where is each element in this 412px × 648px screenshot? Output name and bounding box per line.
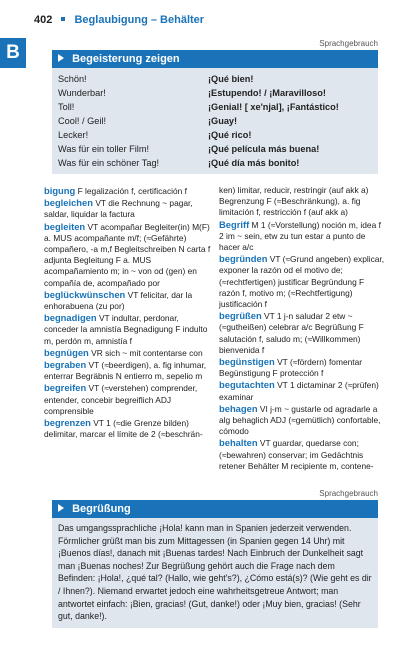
- entry-headword: behalten: [219, 437, 258, 449]
- phrase-spanish: ¡Genial! [ xe'njal], ¡Fantástico!: [208, 102, 339, 112]
- phrase-spanish: ¡Qué día más bonito!: [208, 158, 300, 168]
- entry-definition: VT 1 (≈die Grenze bilden) delimitar, marcar el límite de 2 (≈beschrän-: [44, 418, 203, 440]
- box-begruessung: [52, 500, 378, 628]
- entry-headword: begraben: [44, 359, 87, 371]
- dictionary-entry: [44, 347, 211, 359]
- phrase-row: [58, 142, 372, 156]
- dictionary-entry: [219, 185, 386, 219]
- entry-headword: begrenzen: [44, 417, 91, 429]
- headword-range: Beglaubigung – Behälter: [74, 14, 205, 26]
- entry-headword: begnügen: [44, 346, 89, 358]
- box1-label: Sprachgebrauch: [319, 39, 378, 48]
- entry-headword: behagen: [219, 402, 258, 414]
- entry-definition: ken) limitar, reducir, restringir (auf akk a) Begrenzung F (≈Beschränkung), a. fig limitación f, restricción f (auf akk a): [219, 185, 369, 218]
- entry-definition: VT indultar, perdonar, conceder la amnistía Begnadigung F indulto m, perdón m, amnistía f: [44, 313, 208, 346]
- phrase-german: Was für ein schöner Tag!: [58, 158, 160, 168]
- dictionary-entry: [44, 221, 211, 289]
- box1-title: Begeisterung zeigen: [72, 53, 180, 65]
- dictionary-entry: [44, 289, 211, 312]
- entry-definition: VT (≈Grund angeben) explicar, exponer la razón od el motivo de; (≈rechtfertigen) justificar Begründung F razón f, motivo m; (≈Rechtfertigung) justificación f: [219, 254, 385, 310]
- entry-definition: VT (≈verstehen) comprender, entender, concebir begreiflich ADJ comprensible: [44, 383, 198, 416]
- bullet-square-icon: [61, 17, 65, 21]
- entry-headword: beglückwünschen: [44, 288, 126, 300]
- entry-headword: begutachten: [219, 379, 275, 391]
- entry-headword: begleiten: [44, 220, 86, 232]
- box2-title: Begrüßung: [72, 503, 131, 515]
- dictionary-entry: [219, 310, 386, 356]
- dictionary-entry: [44, 197, 211, 220]
- dictionary-entry: [44, 417, 211, 440]
- phrase-german: Toll!: [58, 102, 75, 112]
- phrase-german: Schön!: [58, 74, 87, 84]
- dictionary-entry: [44, 312, 211, 347]
- page-number: 402: [34, 14, 53, 26]
- box2-label: Sprachgebrauch: [319, 489, 378, 498]
- entry-definition: VT felicitar, dar la enhorabuena (zu por): [44, 289, 193, 312]
- entry-definition: M 1 (≈Vorstellung) noción m, idea f 2 im ~ sein, etw zu tun estar a punto de hacer a/c: [219, 219, 381, 253]
- box2-body: Das umgangssprachliche ¡Hola! kann man in Spanien jederzeit verwenden. Förmlicher grüßt man bis zum Mittagessen (in Spanien gegen 14 Uhr) mit ¡Buenos días!, danach mit ¡Buenas tardes! Nach Einbruch der Dunkelheit sagt man ¡Buenas noches! Zur Begrüßung gehört auch die Frage nach dem Befinden: ¡Hola!, ¿qué tal? (Hallo, wie geht's?), ¿Cómo está(s)? (Wie geht es dir / Ihnen?). Niemand erwartet jedoch eine wahrheitsgetreue Antwort; man antwortet einfach: ¡Bien, gracias! (Gut, danke!) oder ¡Muy bien, gracias! (Sehr gut, danke!).: [58, 523, 372, 622]
- dictionary-columns: [44, 185, 386, 481]
- phrase-german: Cool! / Geil!: [58, 116, 106, 126]
- phrase-table: [52, 68, 378, 174]
- phrase-spanish: ¡Qué película más buena!: [208, 144, 320, 154]
- entry-headword: begleichen: [44, 197, 93, 209]
- entry-definition: F legalización f, certificación f: [77, 186, 187, 196]
- phrase-row: [58, 156, 372, 170]
- entry-definition: VR sich ~ mit contentarse con: [91, 347, 203, 358]
- entry-definition: VI j-m ~ gustarle od agradarle a alg behaglich ADJ (≈gemütlich) confortable, cómodo: [219, 403, 381, 437]
- section-tab-letter: B: [0, 38, 26, 68]
- box1-title-bar: [52, 50, 378, 68]
- phrase-row: [58, 100, 372, 114]
- entry-definition: VT die Rechnung ~ pagar, saldar, liquidar la factura: [44, 198, 193, 220]
- entry-headword: begnadigen: [44, 312, 97, 324]
- triangle-right-icon: [58, 54, 64, 62]
- entry-headword: begreifen: [44, 382, 87, 394]
- entry-definition: VT acompañar Begleiter(in) M(F) a. MUS acompañante m/f; (≈Gefährte) compañero, -a m,f Begleitschreiben N carta f adjunta Begleitung F a. MUS acompañamiento m; in ~ von od (gen) en compañía de, acompañado por: [44, 221, 211, 288]
- dictionary-entry: [219, 437, 386, 472]
- dictionary-entry: [44, 382, 211, 417]
- entry-headword: begründen: [219, 253, 268, 265]
- entry-headword: Begriff: [219, 218, 250, 230]
- entry-headword: bigung: [44, 185, 76, 196]
- phrase-spanish: ¡Qué bien!: [208, 74, 254, 84]
- dictionary-entry: [219, 403, 386, 438]
- box2-title-bar: [52, 500, 378, 518]
- phrase-row: [58, 128, 372, 142]
- entry-definition: VT (≈fördern) fomentar Begünstigung F protección f: [219, 357, 363, 379]
- phrase-german: Wunderbar!: [58, 88, 106, 98]
- phrase-spanish: ¡Guay!: [208, 116, 238, 126]
- entry-headword: begrüßen: [219, 310, 262, 322]
- column-left: [44, 185, 211, 481]
- phrase-spanish: ¡Qué rico!: [208, 130, 252, 140]
- column-right: [219, 185, 386, 481]
- phrase-german: Was für ein toller Film!: [58, 144, 150, 154]
- dictionary-entry: [219, 253, 386, 310]
- phrase-row: [58, 72, 372, 86]
- entry-definition: VT 1 dictaminar 2 (≈prüfen) examinar: [219, 380, 379, 402]
- box-begeisterung: [52, 50, 378, 174]
- phrase-german: Lecker!: [58, 130, 89, 140]
- entry-definition: VT 1 j-n saludar 2 etw ~ (≈gutheißen) celebrar a/c Begrüßung F salutación f, saludo m; (≈Willkommen) bienvenida f: [219, 311, 364, 355]
- dictionary-entry: [219, 379, 386, 402]
- dictionary-entry: [44, 185, 211, 197]
- page-header: [34, 14, 204, 26]
- dictionary-entry: [219, 356, 386, 379]
- triangle-right-icon: [58, 504, 64, 512]
- entry-definition: VT (≈beerdigen), a. fig inhumar, enterrar Begräbnis N entierro m, sepelio m: [44, 360, 207, 382]
- dictionary-entry: [219, 219, 386, 254]
- phrase-row: [58, 114, 372, 128]
- dictionary-entry: [44, 359, 211, 382]
- phrase-row: [58, 86, 372, 100]
- entry-definition: VT guardar, quedarse con; (≈bewahren) conservar; im Gedächtnis retener Behälter M recipiente m, contene-: [219, 438, 374, 471]
- phrase-spanish: ¡Estupendo! / ¡Maravilloso!: [208, 88, 326, 98]
- entry-headword: begünstigen: [219, 356, 275, 368]
